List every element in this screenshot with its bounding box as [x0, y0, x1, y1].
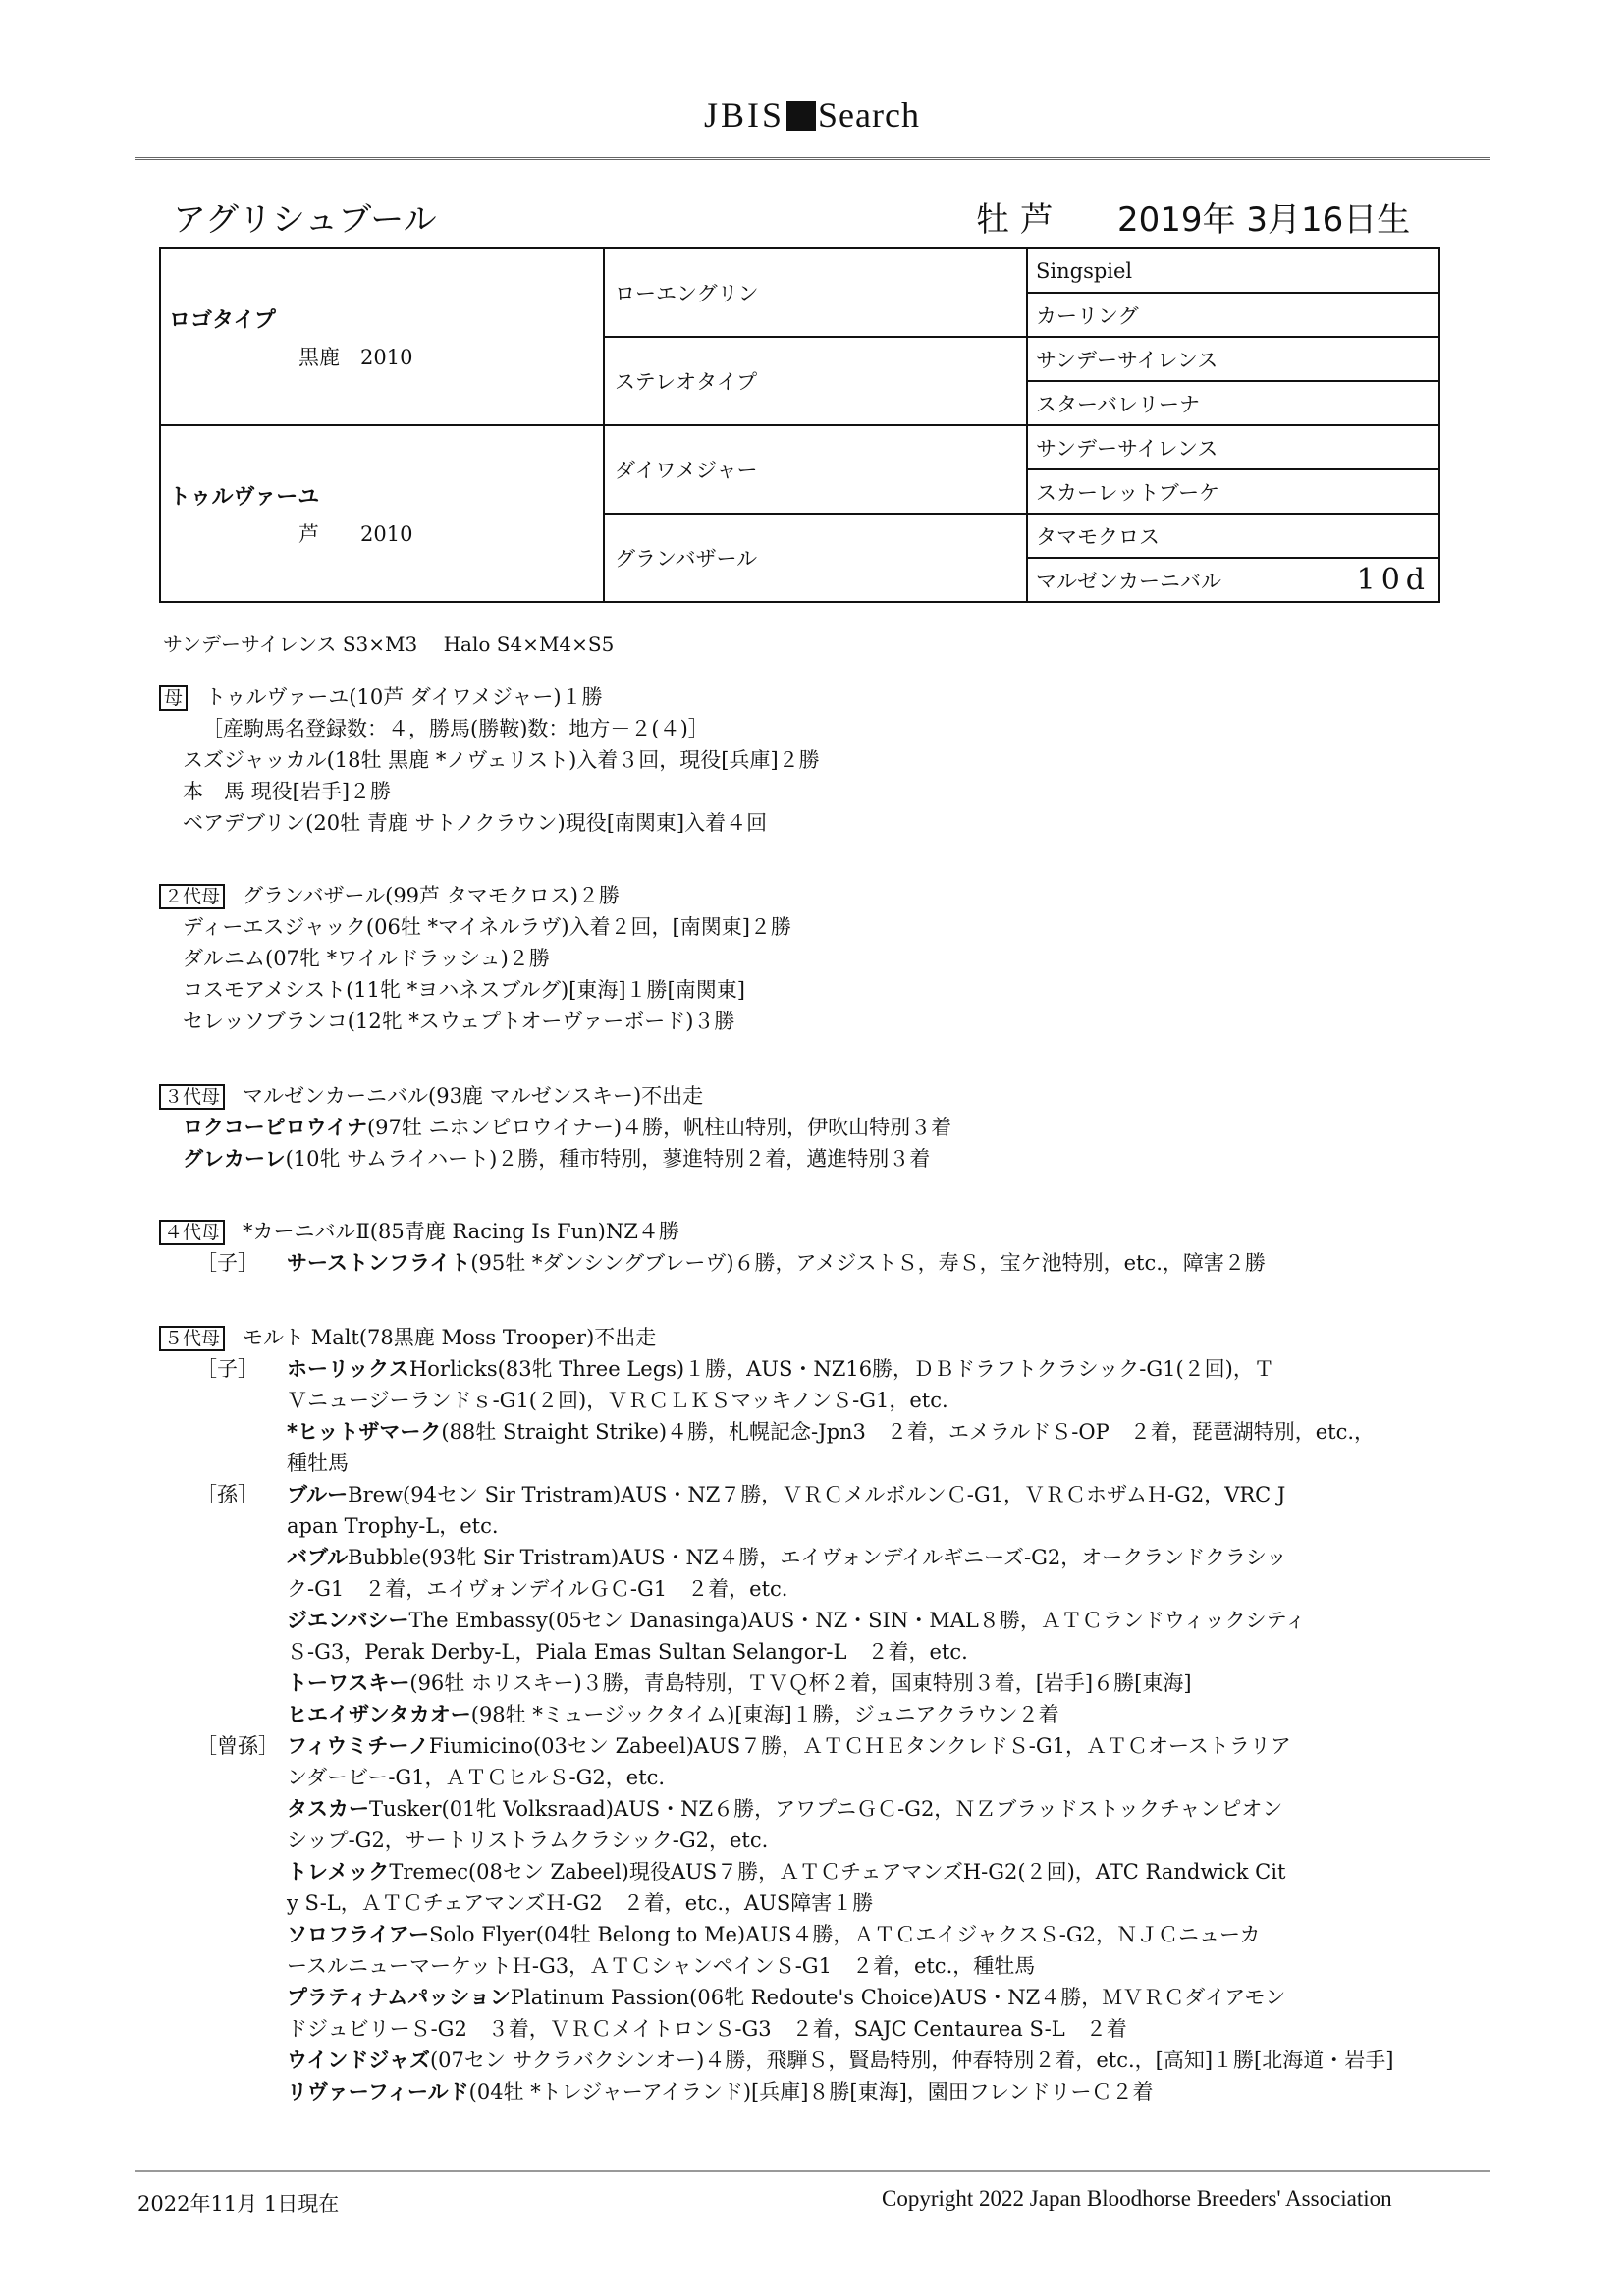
descendant-record: (98牡 *ミュージックタイム)[東海]１勝，ジュニアクラウン２着 [470, 1703, 1059, 1726]
section-line: モルト Malt(78黒鹿 Moss Trooper)不出走 [243, 1326, 657, 1349]
descendant-record-continued: シップ-G2，サートリストラムクラシック-G2，etc. [287, 1829, 769, 1852]
section-tag: ４代母 [159, 1220, 225, 1245]
descendant-record: (04牡 *トレジャーアイランド)[兵庫]８勝[東海]，園田フレンドリーＣ２着 [468, 2080, 1154, 2104]
descendant-name: バブル [287, 1546, 349, 1569]
descendant-record: (96牡 ホリスキー)３勝，青島特別，ＴＶＱ杯２着，国東特別３着，[岩手]６勝[東海] [409, 1671, 1192, 1695]
descendant-record: Fiumicino(03セン Zabeel)AUS７勝，ＡＴＣＨＥタンクレドＳ-G1，ＡＴＣオーストラリア [428, 1734, 1291, 1758]
horse-birth-date: 2019年 3月16日生 [1117, 200, 1411, 240]
section-line: トゥルヴァーユ(10芦 ダイワメジャー)１勝 [205, 685, 603, 709]
section-dam [159, 682, 820, 839]
descendant-name: タスカー [287, 1797, 369, 1821]
section-header [159, 880, 791, 911]
descendant-row [159, 1247, 1266, 1279]
descendant-row [159, 2076, 1393, 2107]
jbis-logo [0, 94, 1624, 136]
descendant-row [159, 1699, 1393, 1730]
section-line: ［産駒馬名登録数：４，勝馬(勝鞍)数：地方－２(４)］ [202, 717, 709, 740]
descendant-row [159, 1919, 1393, 1950]
section-line: *カーニバルⅡ(85青鹿 Racing Is Fun)NZ４勝 [243, 1220, 679, 1243]
descendant-record-continued: ドジュビリーＳ-G2 ３着，ＶＲＣメイトロンＳ-G3 ２着，SAJC Centaurea S-L ２着 [287, 2017, 1127, 2041]
ancestor-cell [1027, 293, 1439, 337]
ancestor-name: マルゼンカーニバル [1036, 569, 1221, 593]
section-line: グランバザール(99芦 タマモクロス)２勝 [243, 884, 620, 907]
dam-sire-name: ダイワメジャー [615, 459, 758, 482]
descendant-record-continued: apan Trophy-L，etc. [287, 1514, 499, 1538]
horse-mark-icon [786, 101, 816, 131]
dam-name: トゥルヴァーユ [169, 484, 320, 510]
section-line: スズジャッカル(18牡 黒鹿 *ノヴェリスト)入着３回，現役[兵庫]２勝 [183, 748, 820, 772]
section-line: コスモアメシスト(11牝 *ヨハネスブルグ)[東海]１勝[南関東] [183, 978, 745, 1002]
sire-sire-name: ローエングリン [615, 282, 759, 305]
ancestor-name: サンデーサイレンス [1036, 436, 1218, 461]
descendant-row [159, 1479, 1393, 1510]
dam-info: 芦 2010 [298, 521, 413, 546]
ancestor-cell [1027, 469, 1439, 514]
horse-name: アグリシュブール [173, 200, 437, 240]
descendant-record: (07セン サクラバクシンオー)４勝，飛騨Ｓ，賢島特別，仲春特別２着，etc.，[高知]１勝[北海道・岩手] [429, 2049, 1394, 2072]
header-divider [135, 157, 1490, 163]
descendant-name: トレメック [287, 1860, 390, 1884]
ancestor-name: Singspiel [1036, 258, 1133, 283]
descendant-record: (95牡 *ダンシングブレーヴ)６勝，アメジストＳ，寿Ｓ，宝ケ池特別，etc.，障害２勝 [470, 1251, 1266, 1275]
pedigree-table [159, 247, 1440, 603]
descendant-record: Tremec(08セン Zabeel)現役AUS７勝，ＡＴＣチェアマンズH-G2(２回)，ATC Randwick Cit [389, 1860, 1286, 1884]
sire-dam-name: ステレオタイプ [615, 370, 758, 394]
section-tag: ５代母 [159, 1326, 225, 1351]
ancestor-name: サンデーサイレンス [1036, 348, 1218, 372]
copyright: Copyright 2022 Japan Bloodhorse Breeders' Association [882, 2186, 1392, 2211]
ancestor-name: スカーレットブーケ [1036, 480, 1220, 505]
descendant-name: サーストンフライト [287, 1251, 471, 1275]
ancestor-name: スターバレリーナ [1036, 392, 1200, 416]
ancestor-cell [1027, 381, 1439, 425]
horse-sex-color: 牡 芦 [976, 200, 1054, 240]
family-number: 10d [1356, 563, 1431, 597]
descendant-name: ソロフライアー [287, 1923, 430, 1946]
descendant-record-continued: Ｓ-G3，Perak Derby-L，Piala Emas Sultan Selangor-L ２着，etc. [287, 1640, 968, 1664]
section-line: ベアデブリン(20牡 青鹿 サトノクラウン)現役[南関東]入着４回 [183, 811, 768, 835]
logo-text-jbis: JBIS [704, 95, 785, 135]
sire-sire-cell [604, 248, 1027, 337]
descendant-record: (88牡 Straight Strike)４勝，札幌記念-Jpn3 ２着，エメラルドＳ-OP ２着，琵琶湖特別，etc.， [441, 1420, 1376, 1444]
descendant-record: Solo Flyer(04牡 Belong to Me)AUS４勝，ＡＴＣエイジャクスＳ-G2，ＮＪＣニューカ [429, 1923, 1261, 1946]
ancestor-name: タマモクロス [1036, 524, 1160, 549]
descendant-record-continued: ースルニューマーケットＨ-G3，ＡＴＣシャンペインＳ-G1 ２着，etc.，種牡馬 [287, 1954, 1036, 1978]
ancestor-name: カーリング [1036, 303, 1139, 328]
descendant-name: ジエンバシー [287, 1609, 409, 1632]
sire-info: 黒鹿 2010 [298, 345, 413, 369]
descendant-name: フィウミチーノ [287, 1734, 429, 1758]
section-tag: 母 [159, 685, 188, 711]
descendant-row [159, 1730, 1393, 1762]
inbreeding-note: サンデーサイレンス S3×M3 Halo S4×M4×S5 [163, 632, 615, 656]
ancestor-cell [1027, 514, 1439, 558]
descendant-record-continued: ク-G1 ２着，エイヴォンデイルＧＣ-G1 ２着，etc. [287, 1577, 788, 1601]
descendant-record: Horlicks(83牝 Three Legs)１勝，AUS・NZ16勝，ＤＢドラフトクラシック-G1(２回)，Ｔ [408, 1357, 1274, 1381]
sire-name: ロゴタイプ [169, 307, 276, 333]
section-line: ダルニム(07牝 *ワイルドラッシュ)２勝 [183, 947, 550, 970]
descendant-name: リヴァーフィールド [287, 2080, 469, 2104]
descendant-record-continued: y S-L，ＡＴＣチェアマンズＨ-G2 ２着，etc.，AUS障害１勝 [287, 1891, 874, 1915]
dam-dam-cell [604, 514, 1027, 602]
descendant-record: The Embassy(05セン Danasinga)AUS・NZ・SIN・MAL８勝，ＡＴＣランドウィックシティ [408, 1609, 1306, 1632]
descendant-row [159, 1667, 1393, 1699]
descendant-name: ロクコーピロウイナ [183, 1116, 367, 1139]
descendant-name: ブルー [287, 1483, 349, 1506]
descendant-name: ヒエイザンタカオー [287, 1703, 471, 1726]
section-tag: ３代母 [159, 1084, 225, 1110]
section-line: 本 馬 現役[岩手]２勝 [183, 780, 392, 803]
sire-dam-cell [604, 337, 1027, 425]
descendant-record-continued: Ｖニュージーランドｓ-G1(２回)，ＶＲＣＬＫＳマッキノンＳ-G1，etc. [287, 1389, 948, 1412]
descendant-name: プラティナムパッション [287, 1986, 511, 2009]
descendant-name: *ヒットザマーク [287, 1420, 442, 1444]
descendant-record: (97牡 ニホンピロウイナー)４勝，帆柱山特別，伊吹山特別３着 [366, 1116, 952, 1139]
descendant-row [159, 1605, 1393, 1636]
descendant-row [159, 2045, 1393, 2076]
section-tag: ２代母 [159, 884, 225, 909]
logo-text-search: Search [818, 95, 920, 135]
ancestor-cell [1027, 248, 1439, 293]
footer-divider [135, 2170, 1490, 2172]
descendant-record: Bubble(93牝 Sir Tristram)AUS・NZ４勝，エイヴォンデイルギニーズ-G2，オークランドクラシッ [348, 1546, 1287, 1569]
descendant-name: ホーリックス [287, 1357, 409, 1381]
section-4th-dam [159, 1216, 1266, 1279]
section-line: セレッソブランコ(12牝 *スウェプトオーヴァーボード)３勝 [183, 1010, 735, 1033]
descendant-row [159, 1143, 951, 1175]
section-3rd-dam [159, 1080, 951, 1175]
dam-cell [160, 425, 604, 602]
descendant-record: Platinum Passion(06牝 Redoute's Choice)AUS・NZ４勝，ＭＶＲＣダイアモン [510, 1986, 1286, 2009]
sire-cell [160, 248, 604, 425]
section-5th-dam [159, 1322, 1393, 2107]
section-header [159, 1080, 951, 1112]
descendant-name: トーワスキー [287, 1671, 410, 1695]
descendant-row [159, 1982, 1393, 2013]
relation-label: ［孫］ [196, 1483, 258, 1506]
relation-label: ［曾孫］ [196, 1734, 279, 1758]
descendant-row [159, 1542, 1393, 1573]
descendant-name: ウインドジャズ [287, 2049, 430, 2072]
dam-dam-name: グランバザール [615, 547, 758, 571]
ancestor-cell [1027, 425, 1439, 469]
descendant-record: Brew(94セン Sir Tristram)AUS・NZ７勝，ＶＲＣメルボルンＣ-G1，ＶＲＣホザムＨ-G2，VRC J [348, 1483, 1286, 1506]
as-of-date: 2022年11月 1日現在 [137, 2192, 340, 2215]
descendant-name: グレカーレ [183, 1147, 286, 1171]
descendant-list [159, 1353, 1393, 2107]
descendant-row [159, 1353, 1393, 1385]
descendant-record-continued: 種牡馬 [287, 1451, 349, 1475]
section-header [159, 682, 820, 713]
descendant-row [159, 1856, 1393, 1887]
section-2nd-dam [159, 880, 791, 1037]
section-header [159, 1216, 1266, 1247]
ancestor-cell [1027, 337, 1439, 381]
descendant-record: Tusker(01牝 Volksraad)AUS・NZ６勝，アワプニＧＣ-G2，ＮＺブラッドストックチャンピオン [369, 1797, 1283, 1821]
relation-label: ［子］ [196, 1357, 258, 1381]
descendant-row [159, 1793, 1393, 1825]
descendant-row [159, 1416, 1393, 1448]
section-line: マルゼンカーニバル(93鹿 マルゼンスキー)不出走 [243, 1084, 704, 1108]
ancestor-cell [1027, 558, 1439, 602]
dam-sire-cell [604, 425, 1027, 514]
descendant-row [159, 1112, 951, 1143]
descendant-record-continued: ンダービー-G1，ＡＴＣヒルＳ-G2，etc. [287, 1766, 666, 1789]
section-header [159, 1322, 1393, 1353]
descendant-record: (10牝 サムライハート)２勝，種市特別，蓼進特別２着，邁進特別３着 [285, 1147, 931, 1171]
section-line: ディーエスジャック(06牡 *マイネルラヴ)入着２回，[南関東]２勝 [183, 915, 791, 939]
relation-label: ［子］ [196, 1251, 258, 1275]
